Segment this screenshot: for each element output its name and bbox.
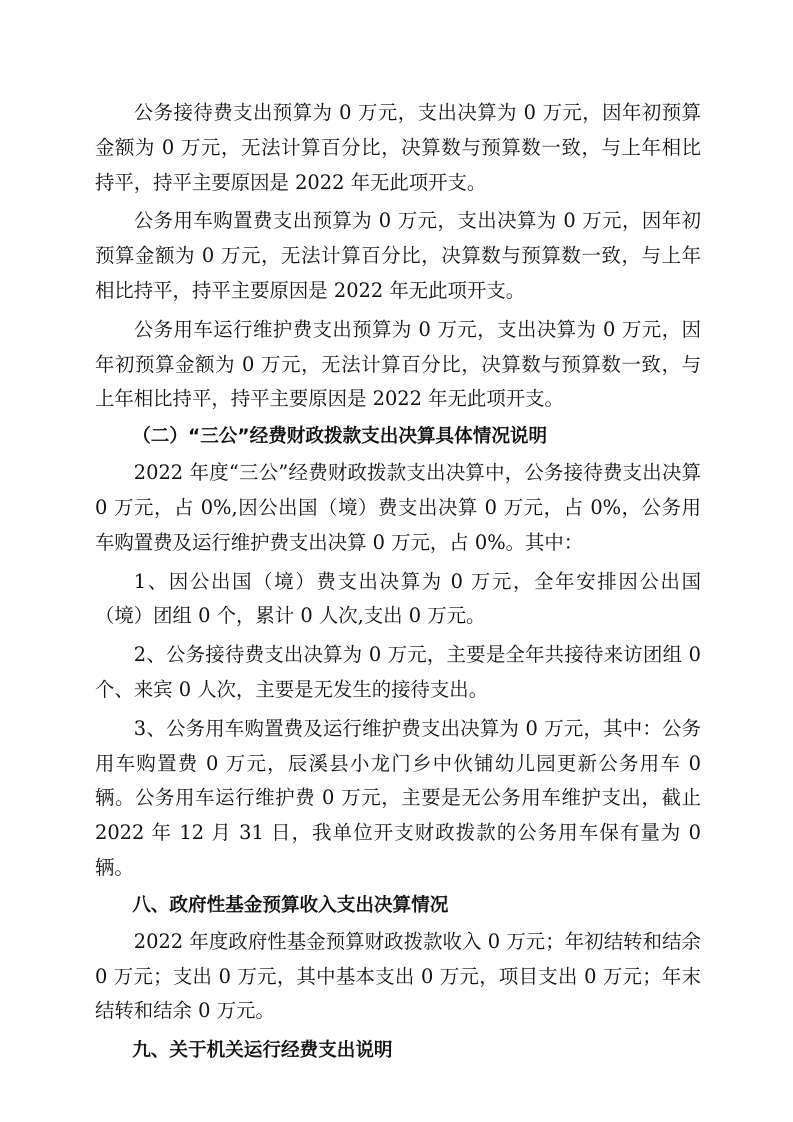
paragraph-item-2: 2、公务接待费支出决算为 0 万元，主要是全年共接待来访团组 0 个、来宾 0 人次，主要是无发生的接待支出。 bbox=[95, 643, 701, 701]
section-heading-operating-expense: 九、关于机关运行经费支出说明 bbox=[132, 1040, 393, 1062]
paragraph-item-1: 1、因公出国（境）费支出决算为 0 万元，全年安排因公出国（境）团组 0 个，累计 0 人次,支出 0 万元。 bbox=[95, 569, 701, 628]
paragraph-vehicle-purchase: 公务用车购置费支出预算为 0 万元，支出决算为 0 万元，因年初预算金额为 0 万元，无法计算百分比，决算数与预算数一致，与上年相比持平，持平主要原因是 2022 年无此项开支。 bbox=[95, 209, 701, 302]
paragraph-reception-expense: 公务接待费支出预算为 0 万元，支出决算为 0 万元，因年初预算金额为 0 万元，无法计算百分比，决算数与预算数一致，与上年相比持平，持平主要原因是 2022 年无此项开支。 bbox=[95, 101, 701, 194]
section-heading-three-public: （二）“三公”经费财政拨款支出决算具体情况说明 bbox=[132, 426, 548, 448]
paragraph-fund-budget: 2022 年度政府性基金预算财政拨款收入 0 万元；年初结转和结余 0 万元；支出 0 万元，其中基本支出 0 万元，项目支出 0 万元；年末结转和结余 0 万元。 bbox=[95, 929, 701, 1023]
document-page bbox=[95, 96, 701, 1068]
paragraph-item-3: 3、公务用车购置费及运行维护费支出决算为 0 万元，其中：公务用车购置费 0 万元，辰溪县小龙门乡中伙铺幼儿园更新公务用车 0 辆。公务用车运行维护费 0 万元，主要是无公务用车维护支出，截止 2022 年 12 月 31 日，我单位开支财政拨款的公务用车保有量为 0 辆。 bbox=[95, 716, 701, 879]
paragraph-three-public-summary: 2022 年度“三公”经费财政拨款支出决算中，公务接待费支出决算 0 万元，占 0%,因公出国（境）费支出决算 0 万元，占 0%，公务用车购置费及运行维护费支出决算 0 万元，占 0%。其中： bbox=[95, 461, 701, 554]
paragraph-vehicle-maintenance: 公务用车运行维护费支出预算为 0 万元，支出决算为 0 万元，因年初预算金额为 0 万元，无法计算百分比，决算数与预算数一致，与上年相比持平，持平主要原因是 2022 年无此项开支。 bbox=[95, 317, 701, 411]
section-heading-fund-budget: 八、政府性基金预算收入支出决算情况 bbox=[132, 894, 449, 916]
